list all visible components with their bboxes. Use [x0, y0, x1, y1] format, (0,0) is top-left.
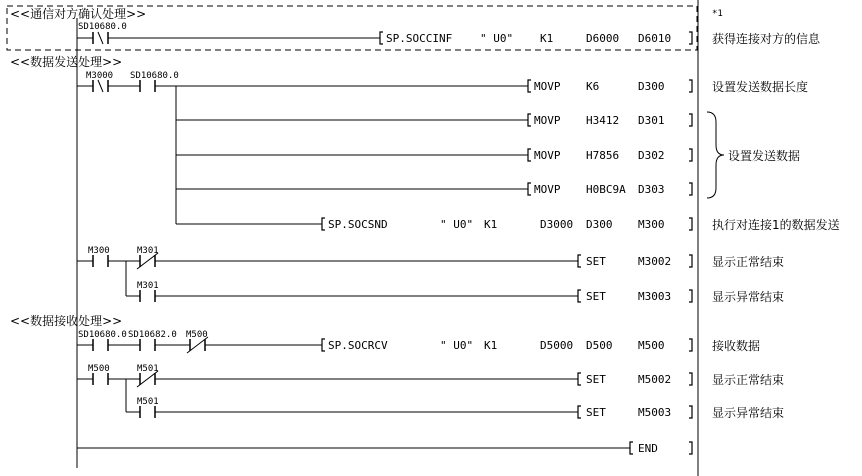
instruction-operand: D300 [638, 80, 665, 93]
contact-label: M501 [137, 397, 159, 407]
instruction-op: SET [586, 373, 606, 386]
comment-text: 设置发送数据长度 [712, 80, 809, 94]
instruction-op: SET [586, 255, 606, 268]
instruction-operand: D301 [638, 114, 665, 127]
group-brace [707, 112, 724, 198]
instruction-operand: D302 [638, 149, 665, 162]
instruction-operand: K1 [540, 32, 554, 45]
instruction-operand: H3412 [586, 114, 620, 127]
instruction-operand: D6010 [638, 32, 672, 45]
pulse-contact-mark [98, 32, 103, 44]
instruction-op: SET [586, 406, 606, 419]
instruction-operand: M3002 [638, 255, 672, 268]
comment-text: 接收数据 [712, 339, 761, 353]
instruction-operand: K1 [484, 339, 498, 352]
comment-text: 显示正常结束 [712, 373, 785, 387]
section-title-send: <<数据发送处理>> [10, 55, 123, 69]
comment-text: 获得连接对方的信息 [712, 32, 821, 46]
instruction-op: SP.SOCSND [328, 218, 388, 231]
contact-label: M3000 [86, 71, 114, 81]
contact-label: M500 [186, 330, 208, 340]
instruction-op: END [638, 442, 658, 455]
instruction-operand: M500 [638, 339, 665, 352]
instruction-operand: D300 [586, 218, 613, 231]
instruction-operand: M3003 [638, 290, 672, 303]
comment-text: 显示异常结束 [712, 290, 785, 304]
instruction-operand: H0BC9A [586, 183, 626, 196]
instruction-op: MOVP [534, 183, 561, 196]
instruction-operand: D6000 [586, 32, 620, 45]
instruction-operand: M300 [638, 218, 665, 231]
instruction-operand: D3000 [540, 218, 574, 231]
instruction-operand: D5000 [540, 339, 574, 352]
contact-label: M301 [137, 281, 159, 291]
contact-label: M300 [88, 246, 110, 256]
contact-label: SD10680.0 [78, 22, 127, 32]
contact-label: M500 [88, 364, 110, 374]
instruction-operand: K1 [484, 218, 498, 231]
comment-text: 显示正常结束 [712, 255, 785, 269]
instruction-op: SP.SOCRCV [328, 339, 388, 352]
instruction-operand: D500 [586, 339, 613, 352]
instruction-operand: " U0" [440, 339, 474, 352]
contact-label: SD10680.0 [130, 71, 179, 81]
comment-text: 显示异常结束 [712, 406, 785, 420]
instruction-op: MOVP [534, 80, 561, 93]
instruction-operand: K6 [586, 80, 600, 93]
contact-label: M301 [137, 246, 159, 256]
instruction-op: SET [586, 290, 606, 303]
comment-text: 执行对连接1的数据发送 [712, 218, 840, 232]
instruction-operand: " U0" [480, 32, 514, 45]
comment-text: 设置发送数据 [728, 149, 801, 163]
instruction-operand: H7856 [586, 149, 620, 162]
instruction-operand: M5002 [638, 373, 672, 386]
instruction-operand: " U0" [440, 218, 474, 231]
instruction-op: MOVP [534, 114, 561, 127]
instruction-op: MOVP [534, 149, 561, 162]
contact-label: SD10680.0 [78, 330, 127, 340]
instruction-operand: D303 [638, 183, 665, 196]
contact-label: SD10682.0 [128, 330, 177, 340]
section-title-confirm: <<通信对方确认处理>> [10, 7, 147, 21]
footnote-mark: *1 [712, 9, 723, 19]
instruction-operand: M5003 [638, 406, 672, 419]
contact-label: M501 [137, 364, 159, 374]
instruction-op: SP.SOCCINF [386, 32, 453, 45]
section-title-receive: <<数据接收处理>> [10, 314, 123, 328]
